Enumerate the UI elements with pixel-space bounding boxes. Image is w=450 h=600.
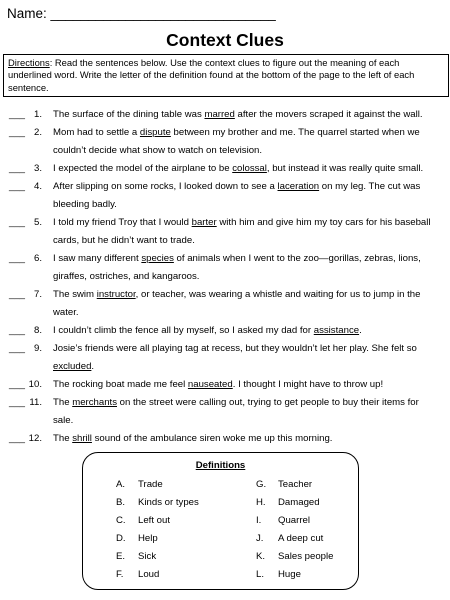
list-item	[0, 430, 450, 448]
list-item	[0, 250, 450, 286]
underlined-word: marred	[204, 109, 235, 120]
underlined-word: nauseated	[187, 379, 233, 390]
answer-blank[interactable]: ___	[9, 289, 26, 300]
definition-letter: D.	[116, 533, 126, 544]
sentence: Josie’s friends were all playing tag at recess, but they wouldn’t let her play. She felt so excluded.	[53, 343, 417, 372]
underlined-word: instructor	[96, 289, 136, 300]
underlined-word: assistance	[313, 325, 360, 336]
directions-label: Directions	[8, 57, 50, 68]
name-blank[interactable]: ______________________________	[50, 6, 276, 21]
underlined-word: laceration	[277, 181, 320, 192]
definition-letter: G.	[256, 479, 267, 490]
item-number: 8.	[33, 325, 42, 336]
sentence: The rocking boat made me feel nauseated. I thought I might have to throw up!	[53, 379, 384, 390]
definition-text: Quarrel	[278, 515, 310, 526]
list-item	[0, 340, 450, 376]
underlined-word: barter	[191, 217, 217, 228]
underlined-word: excluded	[53, 361, 92, 372]
sentence: The shrill sound of the ambulance siren woke me up this morning.	[53, 433, 333, 444]
list-item	[0, 214, 450, 250]
item-number: 6.	[33, 253, 42, 264]
definitions-box	[82, 452, 359, 590]
definition-text: Sick	[138, 551, 157, 562]
answer-blank[interactable]: ___	[9, 397, 26, 408]
sentence: After slipping on some rocks, I looked down to see a laceration on my leg. The cut was bleeding badly.	[53, 181, 421, 210]
definition-text: A deep cut	[278, 533, 324, 544]
definition-text: Damaged	[278, 497, 320, 508]
item-number: 11.	[29, 397, 42, 408]
sentence-list	[0, 106, 450, 448]
answer-blank[interactable]: ___	[9, 343, 26, 354]
item-number: 10.	[28, 379, 42, 390]
definition-letter: J.	[256, 533, 264, 544]
item-number: 9.	[33, 343, 42, 354]
name-line	[7, 6, 276, 21]
list-item	[0, 160, 450, 178]
item-number: 1.	[33, 109, 42, 120]
answer-blank[interactable]: ___	[9, 217, 26, 228]
directions-text: : Read the sentences below. Use the context clues to figure out the meaning of each underlined word. Write the letter of the definition found at the bottom of the page to the left of each sentence.	[8, 57, 415, 93]
answer-blank[interactable]: ___	[9, 253, 26, 264]
definition-text: Help	[138, 533, 158, 544]
definitions-title: Definitions	[195, 460, 246, 471]
underlined-word: shrill	[72, 433, 92, 444]
definition-text: Left out	[138, 515, 171, 526]
answer-blank[interactable]: ___	[9, 163, 26, 174]
list-item	[0, 106, 450, 124]
list-item	[0, 286, 450, 322]
item-number: 7.	[33, 289, 42, 300]
definition-letter: H.	[256, 497, 266, 508]
underlined-word: colossal	[232, 163, 267, 174]
underlined-word: merchants	[72, 397, 117, 408]
definition-letter: E.	[116, 551, 126, 562]
definition-letter: L.	[256, 569, 265, 580]
sentence: The swim instructor, or teacher, was wearing a whistle and waiting for us to jump in the water.	[53, 289, 421, 318]
item-number: 2.	[33, 127, 42, 138]
definition-letter: K.	[256, 551, 266, 562]
definition-text: Loud	[138, 569, 160, 580]
sentence: I expected the model of the airplane to be colossal, but instead it was really quite small.	[53, 163, 424, 174]
list-item	[0, 124, 450, 160]
definition-text: Kinds or types	[138, 497, 199, 508]
sentence: I told my friend Troy that I would barter with him and give him my toy cars for his baseball cards, but he didn’t want to trade.	[53, 217, 431, 246]
item-number: 12.	[28, 433, 42, 444]
underlined-word: dispute	[139, 127, 171, 138]
definition-text: Huge	[278, 569, 301, 580]
definition-text: Teacher	[278, 479, 313, 490]
list-item	[0, 178, 450, 214]
answer-blank[interactable]: ___	[9, 109, 26, 120]
directions-box	[3, 54, 449, 97]
underlined-word: species	[141, 253, 174, 264]
page-title: Context Clues	[166, 30, 284, 50]
definition-letter: C.	[116, 515, 126, 526]
sentence: I couldn’t climb the fence all by myself, so I asked my dad for assistance.	[53, 325, 362, 336]
name-label: Name:	[7, 6, 47, 21]
list-item	[0, 394, 450, 430]
answer-blank[interactable]: ___	[9, 433, 26, 444]
item-number: 3.	[33, 163, 42, 174]
answer-blank[interactable]: ___	[9, 181, 26, 192]
sentence: The merchants on the street were calling out, trying to get people to buy their items for sale.	[53, 397, 419, 426]
answer-blank[interactable]: ___	[9, 325, 26, 336]
definition-letter: F.	[116, 569, 124, 580]
answer-blank[interactable]: ___	[9, 127, 26, 138]
item-number: 4.	[33, 181, 42, 192]
sentence: The surface of the dining table was marred after the movers scraped it against the wall.	[53, 109, 423, 120]
list-item	[0, 376, 450, 394]
list-item	[0, 322, 450, 340]
sentence: Mom had to settle a dispute between my brother and me. The quarrel started when we couldn’t decide what show to watch on television.	[53, 127, 420, 156]
definition-text: Sales people	[278, 551, 334, 562]
definition-letter: I.	[256, 515, 262, 526]
answer-blank[interactable]: ___	[9, 379, 26, 390]
definition-letter: A.	[116, 479, 126, 490]
item-number: 5.	[33, 217, 42, 228]
definition-letter: B.	[116, 497, 126, 508]
sentence: I saw many different species of animals when I went to the zoo—gorillas, zebras, lions, giraffes, ostriches, and kangaroos.	[53, 253, 421, 282]
definition-text: Trade	[138, 479, 163, 490]
